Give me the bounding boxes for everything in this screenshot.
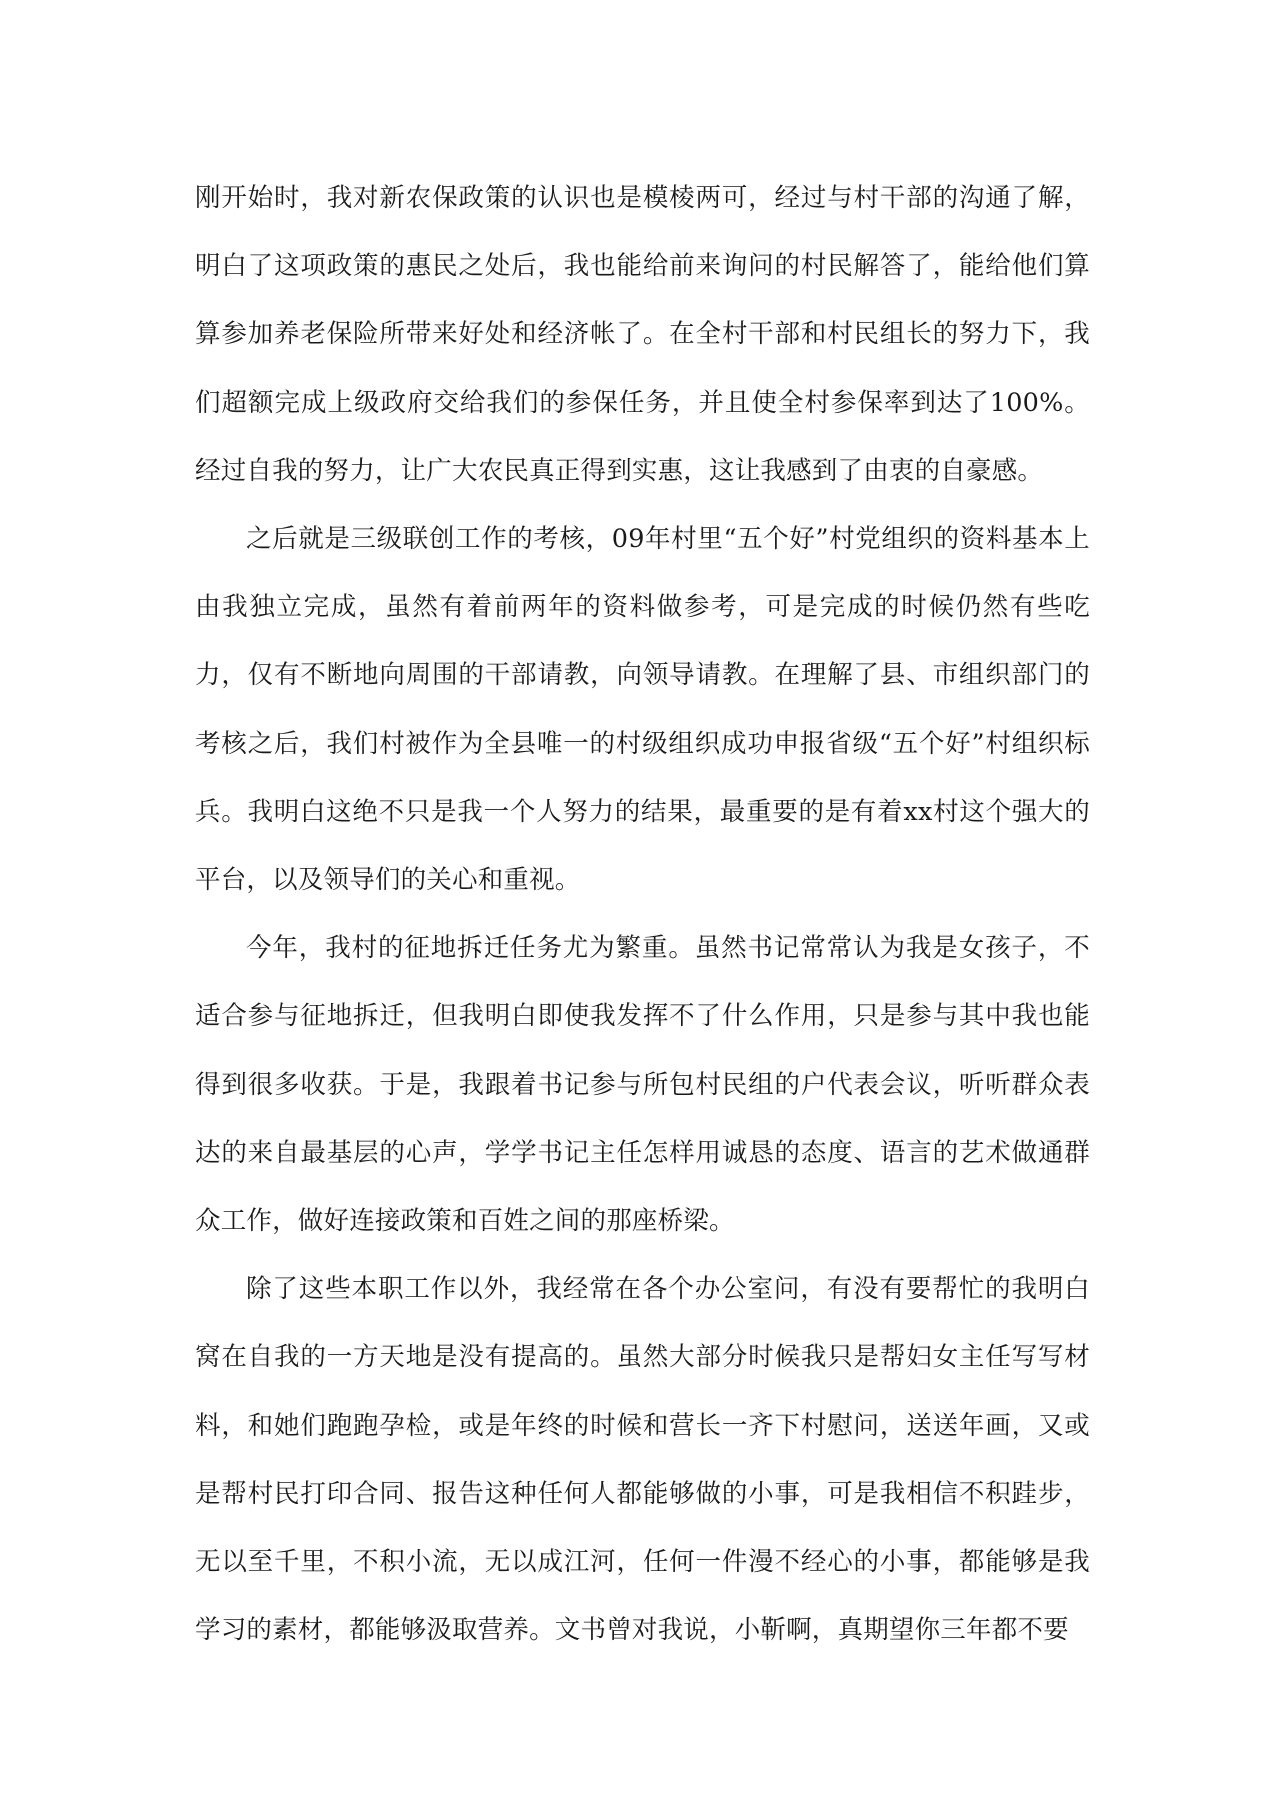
paragraph-3: 今年，我村的征地拆迁任务尤为繁重。虽然书记常常认为我是女孩子，不适合参与征地拆迁，但我明白即使我发挥不了什么作用，只是参与其中我也能得到很多收获。于是，我跟着书记参与所包村民组的户代表会议，听听群众表达的来自最基层的心声，学学书记主任怎样用诚恳的态度、语言的艺术做通群众工作，做好连接政策和百姓之间的那座桥梁。 <box>195 933 1090 1237</box>
paragraph-1: 刚开始时，我对新农保政策的认识也是模棱两可，经过与村干部的沟通了解，明白了这项政策的惠民之处后，我也能给前来询问的村民解答了，能给他们算算参加养老保险所带来好处和经济帐了。在全村干部和村民组长的努力下，我们超额完成上级政府交给我们的参保任务，并且使全村参保率到达了100%。经过自我的努力，让广大农民真正得到实惠，这让我感到了由衷的自豪感。 <box>195 183 1090 486</box>
paragraph-4: 除了这些本职工作以外，我经常在各个办公室问，有没有要帮忙的我明白窝在自我的一方天地是没有提高的。虽然大部分时候我只是帮妇女主任写写材料，和她们跑跑孕检，或是年终的时候和营长一齐下村慰问，送送年画，又或是帮村民打印合同、报告这种任何人都能够做的小事，可是我相信不积跬步，无以至千里，不积小流，无以成江河，任何一件漫不经心的小事，都能够是我学习的素材，都能够汲取营养。文书曾对我说，小靳啊，真期望你三年都不要 <box>195 1274 1090 1646</box>
paragraph-2: 之后就是三级联创工作的考核，09年村里“五个好”村党组织的资料基本上由我独立完成，虽然有着前两年的资料做参考，可是完成的时候仍然有些吃力，仅有不断地向周围的干部请教，向领导请教。在理解了县、市组织部门的考核之后，我们村被作为全县唯一的村级组织成功申报省级“五个好”村组织标兵。我明白这绝不只是我一个人努力的结果，最重要的是有着xx村这个强大的平台，以及领导们的关心和重视。 <box>195 524 1090 896</box>
document-body <box>195 164 1090 1664</box>
